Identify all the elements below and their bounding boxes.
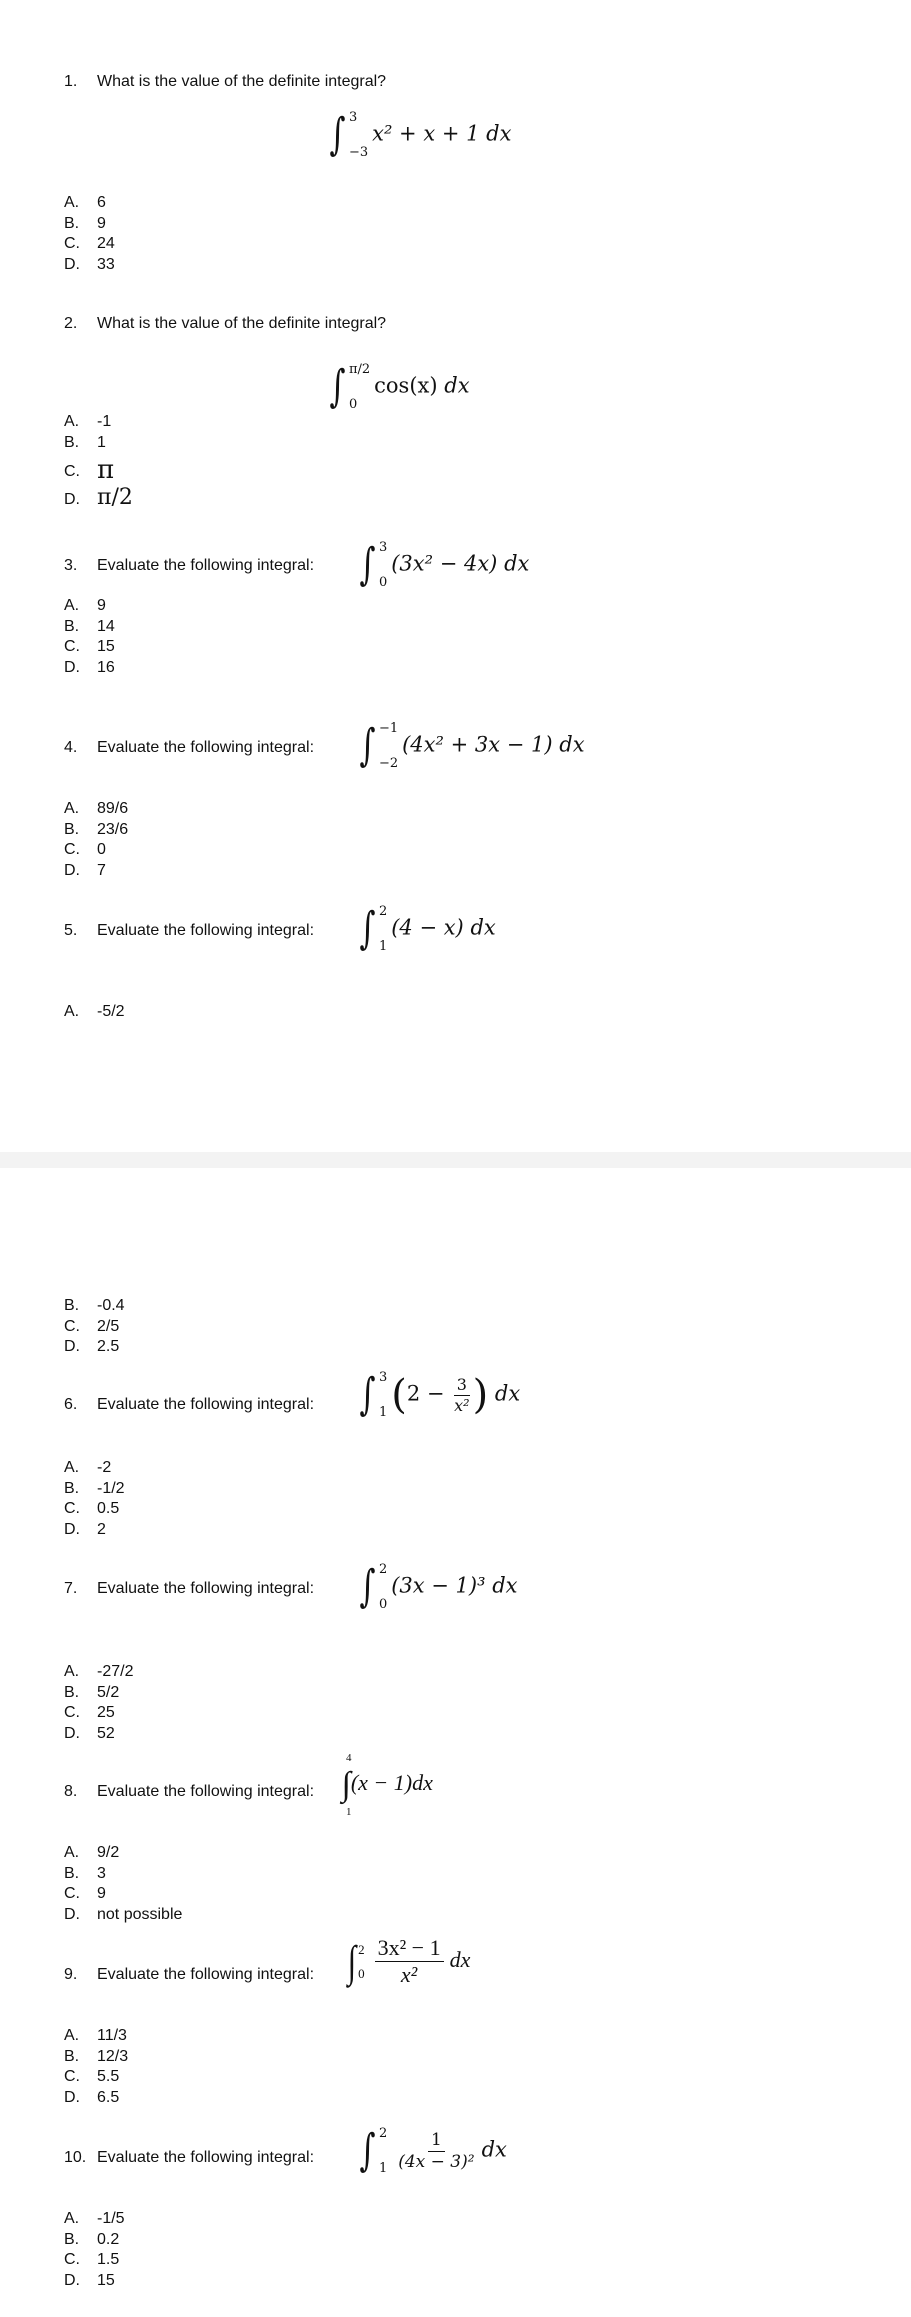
question-prompt: Evaluate the following integral: [97,922,315,939]
question-9 [64,1965,314,1985]
option[interactable]: B. 3 [64,1864,106,1882]
question-prompt: Evaluate the following integral: [97,557,315,574]
integral-expression: ∫ 2 0 (3x − 1)³ dx [359,1561,518,1612]
integrand: x² + x + 1 [372,121,480,146]
question-1 [64,72,386,92]
lower-limit: −3 [348,145,369,160]
option[interactable]: C. 5.5 [64,2068,120,2085]
option[interactable]: C. π [64,455,115,485]
question-prompt: Evaluate the following integral: [97,1580,315,1597]
option[interactable]: A. 6 [64,194,106,211]
option[interactable]: C. 9 [64,1885,106,1902]
option[interactable]: D. π/2 [64,485,133,510]
lower-limit: −2 [378,756,399,771]
question-number: 7. [64,1580,78,1597]
page-break [0,1152,911,1168]
upper-limit: 2 [358,1941,365,1957]
option[interactable]: B. -1/2 [64,1479,125,1497]
options-6 [64,1458,125,1540]
option[interactable]: B. 23/6 [64,820,129,838]
upper-limit: 3 [378,1370,388,1385]
option[interactable]: A. -5/2 [64,1003,125,1020]
integral-expression: ∫ 3 −3 x² + x + 1 dx [329,109,512,160]
option[interactable]: A. 89/6 [64,800,129,817]
lower-limit: 1 [378,2161,388,2176]
option[interactable]: B. 0.2 [64,2230,120,2248]
question-prompt: Evaluate the following integral: [97,2149,315,2166]
lower-limit: 0 [348,397,358,412]
upper-limit: 2 [378,1562,388,1577]
lower-limit: 0 [378,1597,388,1612]
option[interactable]: A. -1 [64,413,112,430]
integral-expression: ∫ 3 0 (3x² − 4x) dx [359,539,530,590]
integrand: (3x² − 4x) [391,551,498,576]
option[interactable]: C. 25 [64,1704,115,1721]
option[interactable]: A. -1/5 [64,2210,125,2227]
option[interactable]: D. not possible [64,1905,183,1923]
option[interactable]: D. 33 [64,255,115,273]
options-3 [64,596,115,678]
question-3 [64,556,314,576]
options-8 [64,1843,182,1925]
upper-limit: −1 [378,721,399,736]
upper-limit: π/2 [348,362,371,377]
question-prompt: What is the value of the definite integral? [97,315,387,332]
question-prompt: Evaluate the following integral: [97,1396,315,1413]
integrand: (x − 1)dx [350,1770,433,1796]
integral-expression: ∫ 2 0 $\frac{\text{3x² − 1}}{\text{x²}}$ dx [347,1935,471,1988]
option[interactable]: D. 2.5 [64,1338,120,1355]
differential: dx [486,121,512,146]
differential: dx [504,551,530,576]
option[interactable]: D. 6.5 [64,2088,120,2106]
options-1 [64,193,115,275]
option[interactable]: C. 1.5 [64,2251,120,2268]
numerator: 1 [428,2130,445,2151]
option[interactable]: A. 11/3 [64,2027,127,2044]
question-number: 3. [64,557,78,574]
option[interactable]: C. 2/5 [64,1317,120,1335]
question-number: 4. [64,739,78,756]
question-10 [64,2148,314,2168]
options-7 [64,1662,133,1744]
upper-limit: 3 [378,540,388,555]
options-10 [64,2209,125,2291]
upper-limit: 4 [346,1752,352,1764]
question-number: 2. [64,315,78,332]
differential: dx [492,1573,518,1598]
lower-limit: 1 [378,939,388,954]
integral-expression: 4 1 ∫(x − 1)dx [341,1752,433,1818]
question-2 [64,314,386,334]
option[interactable]: C. 0.5 [64,1500,120,1517]
lower-limit: 1 [346,1806,352,1818]
upper-limit: 2 [378,2126,388,2141]
option[interactable]: B. 5/2 [64,1683,120,1701]
option[interactable]: D. 16 [64,658,115,676]
option[interactable]: A. 9 [64,597,106,614]
question-prompt: Evaluate the following integral: [97,1966,315,1983]
question-number: 8. [64,1783,78,1800]
option[interactable]: C. 0 [64,841,106,858]
page-2 [0,1168,911,2317]
upper-limit: 3 [348,110,358,125]
question-4 [64,738,314,758]
lower-limit: 0 [378,575,388,590]
options-4 [64,799,128,881]
options-5b [64,1296,125,1358]
differential: dx [481,2137,507,2162]
option[interactable]: A. 9/2 [64,1844,120,1861]
option[interactable]: B. 14 [64,617,115,635]
differential: dx [444,373,470,398]
numerator: 3 [454,1375,470,1395]
question-5 [64,921,314,941]
integral-expression: ∫ 2 1 (4 − x) dx [359,903,496,954]
question-6 [64,1395,314,1415]
option[interactable]: B. 12/3 [64,2047,129,2065]
options-5a [64,1002,125,1023]
integral-expression: ∫ 3 1 (2 − $\frac{3}{\text{x²}}$ ) dx [359,1369,521,1420]
option[interactable]: D. 2 [64,1520,106,1538]
options-9 [64,2026,128,2108]
option[interactable]: D. 52 [64,1724,115,1742]
question-number: 6. [64,1396,78,1413]
option[interactable]: A. -27/2 [64,1663,134,1680]
differential: dx [449,1946,471,1972]
option[interactable]: B. 9 [64,214,106,232]
page-1 [0,0,911,1152]
question-number: 5. [64,922,78,939]
question-7 [64,1579,314,1599]
question-prompt: Evaluate the following integral: [97,739,315,756]
option[interactable]: A. -2 [64,1459,112,1476]
integrand: (3x − 1)³ [391,1573,486,1598]
integral-expression: ∫ π/2 0 cos(x) dx [329,361,470,412]
integrand: (4 − x) [391,915,464,940]
numerator: 3x² − 1 [375,1935,444,1962]
lower-limit: 0 [358,1965,365,1981]
question-prompt: Evaluate the following integral: [97,1783,315,1800]
option[interactable]: C. 15 [64,638,115,655]
integral-expression: ∫ 2 1 $\frac{1}{\text{(4x − 3)²}}$ dx [359,2125,507,2176]
question-number: 9. [64,1966,78,1983]
denominator: x² [454,1395,470,1415]
lower-limit: 1 [378,1405,388,1420]
question-number: 10. [64,2149,87,2166]
differential: dx [470,915,496,940]
integrand: cos(x) [374,373,438,398]
integral-expression: ∫ −1 −2 (4x² + 3x − 1) dx [359,720,585,771]
question-8 [64,1782,314,1802]
option[interactable]: C. 24 [64,235,115,252]
option[interactable]: B. 1 [64,433,106,451]
option[interactable]: D. 7 [64,861,106,879]
denominator: x² [400,1962,418,1988]
integrand-lead: 2 − [406,1381,445,1406]
options-2 [64,412,133,513]
denominator: (4x − 3)² [398,2151,475,2172]
option[interactable]: B. -0.4 [64,1297,125,1314]
question-prompt: What is the value of the definite integral? [97,73,387,90]
differential: dx [494,1381,521,1406]
integrand: (4x² + 3x − 1) [402,732,553,757]
upper-limit: 2 [378,904,388,919]
differential: dx [559,732,585,757]
question-number: 1. [64,73,78,90]
option[interactable]: D. 15 [64,2271,115,2289]
